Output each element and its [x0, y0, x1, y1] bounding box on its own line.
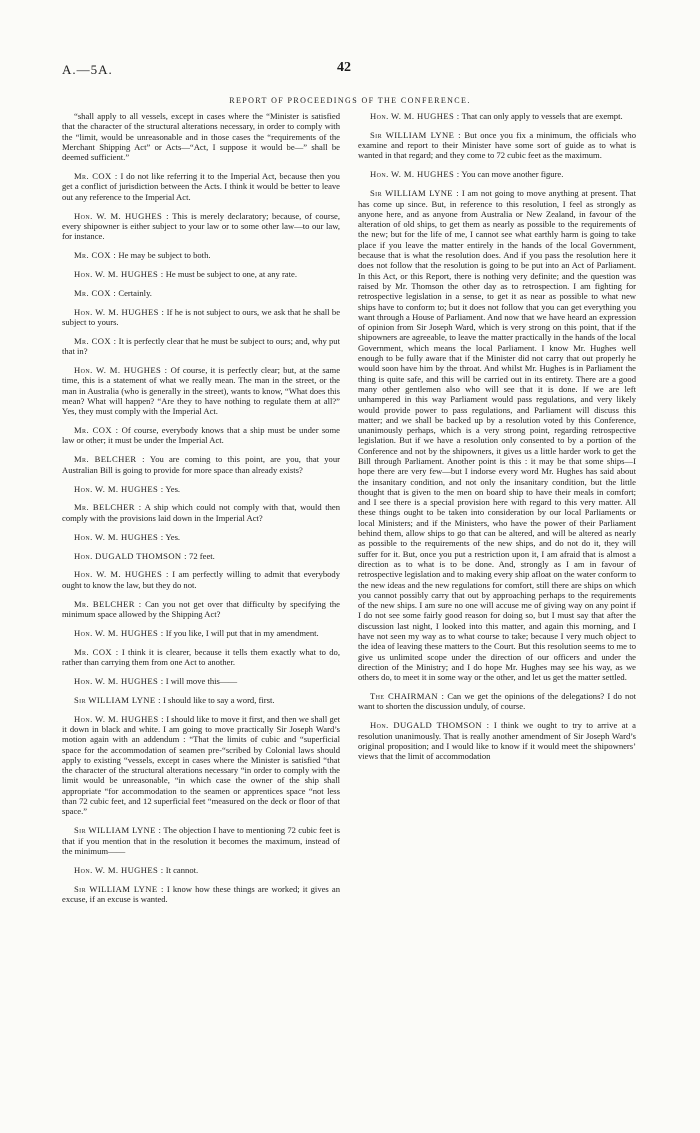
- speech-text: Of course, it is perfectly clear; but, at the same time, this is a statement of what we really mean. The man in the street, or the man in Australia (who is generally in the street), wants to know, “What does this mean? What will happen? “Are they to have nothing to regulate them at all?” Yes, they must comply with the Imperial Act.: [62, 365, 341, 417]
- paragraph: [62, 695, 340, 705]
- speaker-name: Hon. DUGALD THOMSON :: [370, 720, 490, 731]
- speech-text: If he is not subject to ours, we ask that he shall be subject to yours.: [62, 306, 341, 328]
- page-number: 42: [337, 60, 351, 75]
- speech-text: 72 feet.: [189, 550, 215, 561]
- speaker-name: Hon. W. M. HUGHES :: [74, 365, 168, 376]
- paragraph: [62, 365, 340, 416]
- speaker-name: Mr. BELCHER :: [74, 454, 145, 465]
- paragraph: [62, 532, 340, 542]
- speaker-name: Hon. W. M. HUGHES :: [74, 627, 164, 638]
- paragraph: [62, 171, 340, 202]
- speaker-name: Sir WILLIAM LYNE :: [74, 825, 162, 836]
- left-column: [62, 111, 340, 913]
- speech-text: I am perfectly willing to admit that everybody ought to know the law, but they do not.: [62, 569, 341, 590]
- speech-text: “shall apply to all vessels, except in cases where the “Minister is satisfied that the character of the structural alterations necessary, in order to comply with the “limit, would be unreasonable and in those cases the “requirements of the Merchant Shipping Act” or Acts—“Act, I suppose it would be—” shall be deemed sufficient.”: [62, 111, 340, 163]
- speech-text: Yes.: [165, 483, 181, 494]
- paragraph: [358, 111, 636, 121]
- paragraph: [358, 188, 636, 682]
- speech-text: A ship which could not comply with that, would then comply with the provisions laid down in the Imperial Act?: [62, 502, 340, 523]
- paragraph: [62, 628, 340, 638]
- paragraph: [62, 269, 340, 279]
- speaker-name: Mr. COX :: [74, 250, 117, 261]
- paragraph: [62, 551, 340, 561]
- speaker-name: The CHAIRMAN :: [370, 691, 445, 702]
- speech-text: He may be subject to both.: [118, 250, 211, 261]
- speaker-name: Hon. W. M. HUGHES :: [74, 268, 164, 279]
- speaker-name: Sir WILLIAM LYNE :: [370, 188, 459, 199]
- speaker-name: Hon. W. M. HUGHES :: [370, 111, 460, 121]
- speaker-name: Sir WILLIAM LYNE :: [370, 129, 461, 140]
- paragraph: [62, 714, 340, 817]
- paragraph: [62, 211, 340, 242]
- paragraph: [62, 825, 340, 856]
- speaker-name: Sir WILLIAM LYNE :: [74, 883, 164, 894]
- speaker-name: Mr. COX :: [74, 335, 117, 346]
- document-reference: A.—5A.: [62, 62, 113, 77]
- speaker-name: Hon. W. M. HUGHES :: [74, 569, 169, 580]
- speech-text: I am not going to move anything at present. That has come up since. But, in reference to this resolution, I feel as strongly as anyone here, and as anyone from Australia or New Zealand, in favour of the alteration of old ships, to get them as nearly as possible to the requirements of the new; but for the life of me, I cannot see what earthly harm is going to take place if you leave the matter entirely in the hands of the local Government, because that is what the resolution does. And if you pass the resolution here it does not follow that the resolution is going to be put into an Act of Parliament. In this Act, or this Report, there is nothing very definite; and the question was raised by Mr. Thomson the other day as to retrospection. I am fighting for retrospective legislation in a sense, to get it as near as possible to what new ships have to conform to; but it does not follow that you can get everything you want through a House of Parliament. And now that we have heard an expression of opinion from Sir Joseph Ward, which is very strong on this point, that if the shipowners are agreeable, to leave the matter practically in the hands of the local Government, which means the local Parliament. I know Mr. Hughes well enough to be fully aware that if the Minister did not carry that out properly he would soon have him by the throat. And whilst Mr. Hughes is in Parliament the thing is quite safe, and this will be carried out in its entirety. There are a good many other gentlemen also who will see that it is done. If we are left unhampered in this way Parliament would pass regulations, and very likely would provide power to pass regulations, and Parliament will discuss this matter; and we shall be backed up by a resolution voted by this Conference, unanimously perhaps, which is a very strong point, regarding retrospective legislation. But if we have a resolution only consented to by a portion of the Conference and not by the shipowners, it gives us a little harder work to get the Bill through Parliament. Another point is this : it may be that some ships—I hope there are very few—but I indorse every word Mr. Hughes has said about the insanitary condition, and not only the insanitary condition, but the little thought that is given to the men on board ship to have their meals in comfort; and I see there is a special provision here with regard to this very matter. All these things ought to be taken into consideration by our local Parliaments or local Ministers; and if the Ministers, who have the power of their Parliament behind them, allow ships to go that can be altered, and will be altered as nearly as possible to the requirements of the new ships, and do not do it, they will suffer for it. But, once you put a restriction upon it, I am afraid that is almost a direction as to what is to be done. And, strongly as I am in favour of retrospective legislation and to making every ship afloat on the water conform to the new ideas and the new regulations for comfort, still there are ships on which you cannot possibly carry that out by approaching perhaps to the requirements of the new ships. I am sure no one will accuse me of giving way on any point if I do not see some fairly good reason for doing so, but I must say that after the discussion last night, I looked into this matter, and again this morning, and I have not seen my way as to what course to take; because I very much object to the idea of leaving these matters to the Court. But this resolution seems to me to give us unlimited scope under the direction of our officers and under the direction of the Ministry; and I do hope Mr. Hughes may see his way, as we others do, to meet it in some way or the other, and let us get the matter settled.: [358, 188, 636, 683]
- speaker-name: Mr. COX :: [74, 171, 118, 182]
- paragraph: [62, 647, 340, 668]
- speech-text: You can move another figure.: [461, 169, 564, 180]
- paragraph: [358, 691, 636, 712]
- right-column: [358, 111, 636, 770]
- paragraph: [62, 454, 340, 475]
- speaker-name: Hon. W. M. HUGHES :: [74, 483, 164, 494]
- paragraph: [62, 307, 340, 328]
- speech-text: I do not like referring it to the Imperial Act, because then you get a conflict of jurisdiction between the Acts. I think it would be better to leave out any reference to the Imperial Act.: [62, 171, 340, 202]
- speech-text: The objection I have to mentioning 72 cubic feet is that if you mention that in the resolution it becomes the maximum, instead of the minimum——: [62, 825, 340, 856]
- speech-text: I should like to say a word, first.: [163, 694, 275, 705]
- speaker-name: Mr. COX :: [74, 646, 119, 657]
- speech-text: I will move this——: [165, 675, 238, 686]
- paragraph: [358, 720, 636, 761]
- paragraph: [62, 569, 340, 590]
- paragraph: [62, 425, 340, 446]
- speaker-name: Mr. COX :: [74, 425, 119, 436]
- speech-text: Can we get the opinions of the delegations? I do not want to shorten the discussion unduly, of course.: [358, 691, 636, 712]
- paragraph: [62, 336, 340, 357]
- speaker-name: Hon. W. M. HUGHES :: [370, 169, 460, 180]
- speech-text: Certainly.: [118, 287, 152, 298]
- paragraph: [62, 288, 340, 298]
- speaker-name: Hon. W. M. HUGHES :: [74, 531, 164, 542]
- paragraph: [62, 865, 340, 875]
- speech-text: Of course, everybody knows that a ship must be under some law or other; it must be under the Imperial Act.: [62, 425, 340, 446]
- speech-text: It is perfectly clear that he must be subject to ours; and, why put that in?: [62, 335, 340, 357]
- paragraph: [62, 484, 340, 494]
- speech-text: This is merely declaratory; because, of course, every shipowner is either subject to your law or to some other law—to our law, for instance.: [62, 210, 341, 242]
- speaker-name: Mr. BELCHER :: [74, 502, 142, 513]
- speaker-name: Hon. W. M. HUGHES :: [74, 713, 164, 724]
- paragraph: [62, 111, 340, 162]
- paragraph: [62, 884, 340, 905]
- paragraph: [358, 169, 636, 179]
- speech-text: I think we ought to try to arrive at a resolution unanimously. That is really another amendment of Sir Joseph Ward’s original proposition; and I would like to know if it would meet the shipowners’ views that the limit of accommodation: [358, 720, 636, 762]
- speaker-name: Hon. DUGALD THOMSON :: [74, 550, 187, 561]
- speech-text: It cannot.: [165, 864, 199, 875]
- speech-text: If you like, I will put that in my amendment.: [165, 627, 319, 638]
- speaker-name: Hon. W. M. HUGHES :: [74, 210, 169, 221]
- paragraph: [62, 676, 340, 686]
- speech-text: I think it is clearer, because it tells them exactly what to do, rather than carrying them from one Act to another.: [62, 646, 340, 667]
- speaker-name: Mr. BELCHER :: [74, 598, 142, 609]
- speech-text: But once you fix a minimum, the officials who examine and report to their Minister have some sort of guide as to what is wanted in that regard; and they come to 72 cubic feet as the maximum.: [358, 129, 636, 161]
- speaker-name: Hon. W. M. HUGHES :: [74, 864, 164, 875]
- speech-text: That can only apply to vessels that are exempt.: [461, 111, 623, 121]
- speaker-name: Sir WILLIAM LYNE :: [74, 694, 161, 705]
- speech-text: Yes.: [165, 531, 181, 542]
- paragraph: [62, 250, 340, 260]
- paragraph: [62, 502, 340, 523]
- speech-text: I know how these things are worked; it gives an excuse, if an excuse is wanted.: [62, 883, 340, 904]
- paragraph: [358, 130, 636, 161]
- speech-text: I should like to move it first, and then we shall get it down in black and white. I am going to move practically Sir Joseph Ward’s motion again with an addendum : “That the limits of cubic and “superficial space for the accommodation of seamen pre-“scribed by Colonial laws should apply to existing “vessels, except in cases where the Minister is satisfied “that the character of the structural alterations necessary “in order to comply with the limit would be unreasonable, “in which case the owner of the ship shall appropriate “for accommodation to the seamen or apprentices space “not less than 72 cubic feet, and 12 superficial feet “measured on the deck or floor of that space.”: [62, 713, 340, 817]
- paragraph: [62, 599, 340, 620]
- speech-text: Can you not get over that difficulty by specifying the minimum space allowed by the Shipping Act?: [62, 598, 340, 619]
- speaker-name: Hon. W. M. HUGHES :: [74, 675, 164, 686]
- running-title: REPORT OF PROCEEDINGS OF THE CONFERENCE.: [229, 96, 471, 105]
- speech-text: He must be subject to one, at any rate.: [165, 268, 297, 279]
- speaker-name: Hon. W. M. HUGHES :: [74, 306, 165, 317]
- speaker-name: Mr. COX :: [74, 287, 117, 298]
- speech-text: You are coming to this point, are you, that your Australian Bill is going to provide for more space than already exists?: [62, 454, 340, 475]
